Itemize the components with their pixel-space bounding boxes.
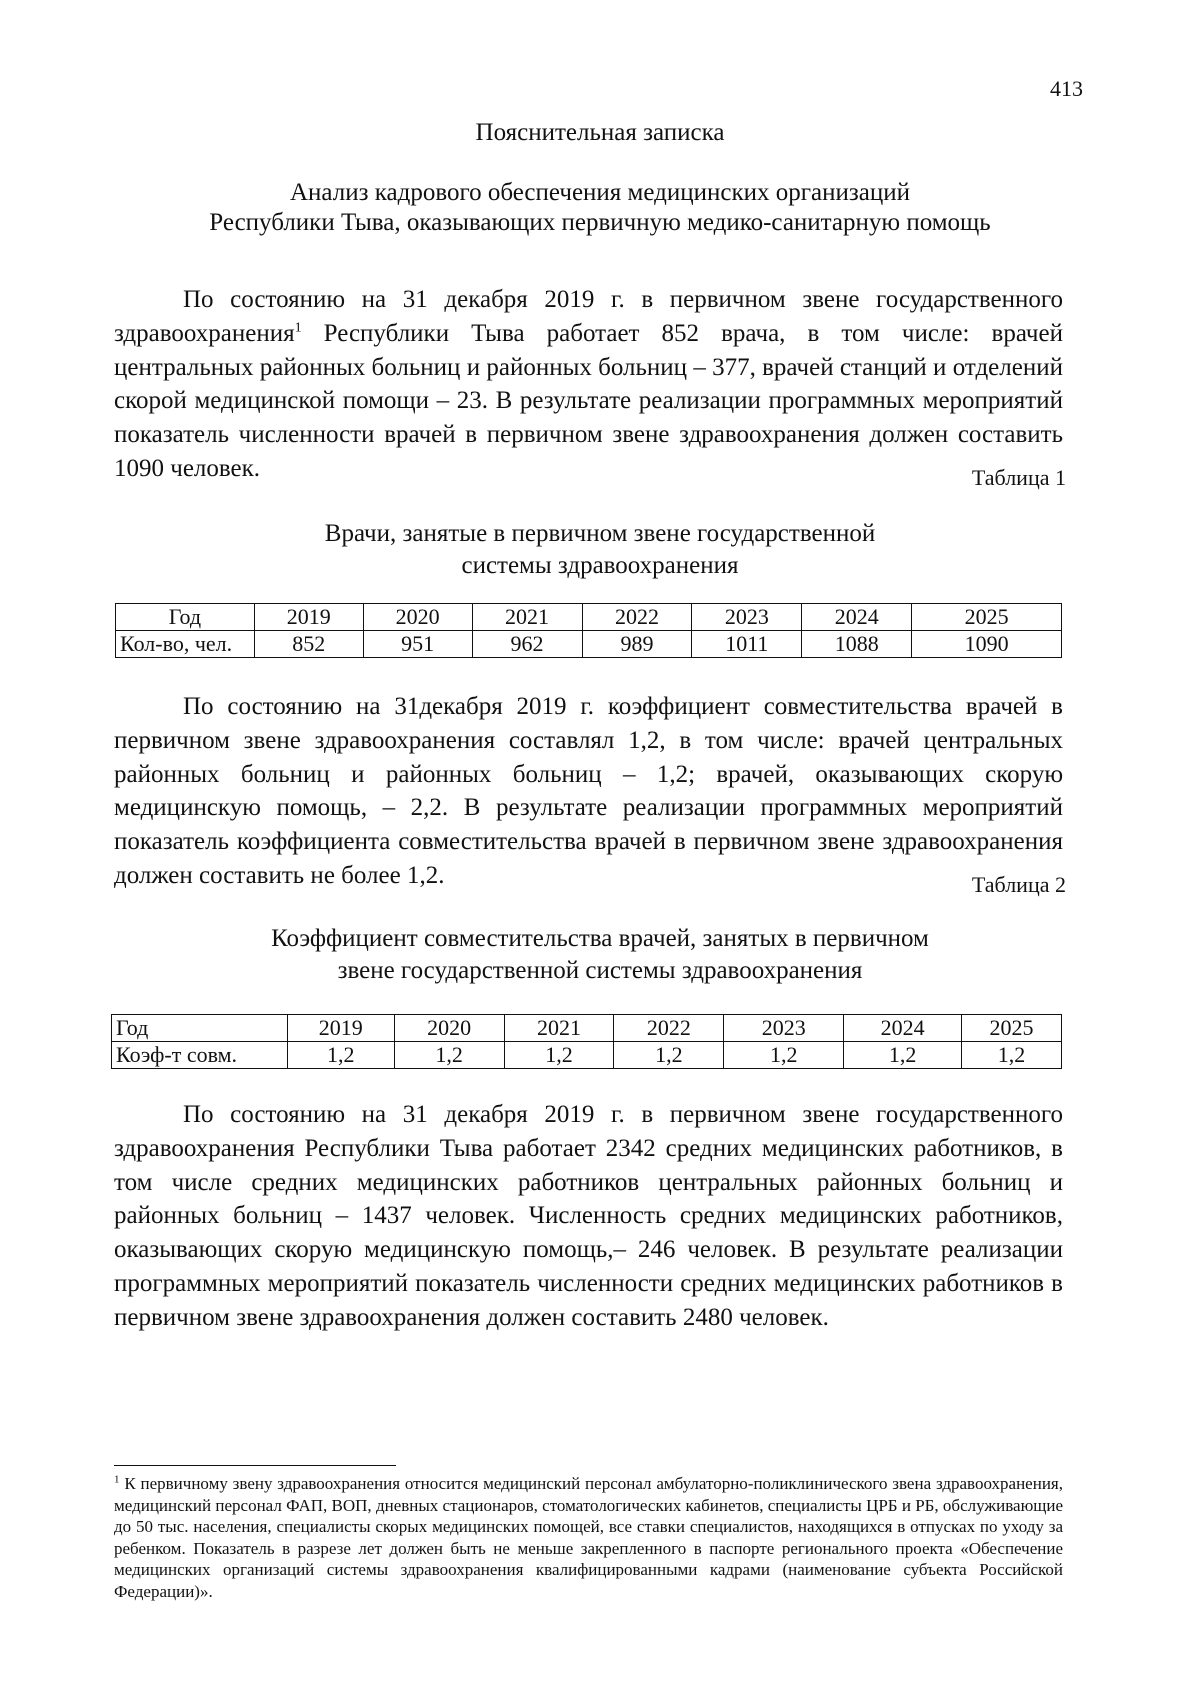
table-header-cell: 2024 [844, 1015, 962, 1042]
footnote-mark: 1 [114, 1473, 120, 1486]
table-cell: 951 [363, 631, 472, 658]
table-header-row [116, 604, 1062, 631]
table-1-label: Таблица 1 [971, 465, 1066, 490]
table-cell: 1,2 [504, 1042, 614, 1069]
table-header-cell: 2020 [394, 1015, 504, 1042]
paragraph-text: Республики Тыва работает 852 врача, в том числе: врачей центральных районных больниц и районных больниц – 377, врачей станций и отделений скорой медицинской помощи – 23. В результате реализации программных мероприятий показатель численности врачей в первичном звене здравоохранения должен составить 1090 человек. [114, 319, 1063, 482]
document-title-line-2: Республики Тыва, оказывающих первичную медико-санитарную помощь [209, 209, 991, 236]
paragraph-combination-coefficient: По состоянию на 31декабря 2019 г. коэффициент совместительства врачей в первичном звене здравоохранения составлял 1,2, в том числе: врачей центральных районных больниц и районных больниц – 1,2; врачей, оказывающих скорую медицинскую помощь, – 2,2. В результате реализации программных мероприятий показатель коэффициента совместительства врачей в первичном звене здравоохранения должен составить не более 1,2. [114, 693, 1063, 889]
table-row-label: Кол-во, чел. [116, 631, 255, 658]
table-cell: 962 [472, 631, 582, 658]
table-1-caption-line-2: системы здравоохранения [461, 552, 739, 579]
table-cell: 852 [254, 631, 363, 658]
table-cell: 1,2 [724, 1042, 844, 1069]
table-header-cell: 2023 [692, 604, 802, 631]
table-cell: 989 [582, 631, 692, 658]
table-cell: 1,2 [287, 1042, 394, 1069]
table-cell: 1,2 [614, 1042, 724, 1069]
table-cell: 1011 [692, 631, 802, 658]
table-2-caption-line-1: Коэффициент совместительства врачей, занятых в первичном [271, 925, 929, 952]
paragraph-doctors-count [114, 283, 1063, 486]
footnote-text: К первичному звену здравоохранения относится медицинский персонал амбулаторно-поликлинического звена здравоохранения, медицинский персонал ФАП, ВОП, дневных стационаров, стоматологических кабинетов, специалисты ЦРБ и РБ, обслуживающие до 50 тыс. населения, специалисты скорых медицинских помощей, все ставки специалистов, находящихся в отпусках по уходу за ребенком. Показатель в разрезе лет должен быть не меньше закрепленного в паспорте регионального проекта «Обеспечение медицинских организаций системы здравоохранения квалифицированными кадрами (наименование субъекта Российской Федерации)». [114, 1474, 1063, 1601]
table-header-row [112, 1015, 1062, 1042]
table-header-cell: Год [116, 604, 255, 631]
footnote [114, 1473, 1063, 1602]
paragraph-nurses-count: По состоянию на 31 декабря 2019 г. в первичном звене государственного здравоохранения Республики Тыва работает 2342 средних медицинских работников, в том числе средних медицинских работников центральных районных больниц и районных больниц – 1437 человек. Численность средних медицинских работников, оказывающих скорую медицинскую помощь,– 246 человек. В результате реализации программных мероприятий показатель численности средних медицинских работников в первичном звене здравоохранения должен составить 2480 человек. [114, 1101, 1063, 1331]
table-header-cell: 2022 [614, 1015, 724, 1042]
table-combination-coefficient [111, 1014, 1062, 1069]
table-2-label: Таблица 2 [971, 872, 1066, 897]
table-header-cell: 2021 [504, 1015, 614, 1042]
table-1-caption-line-1: Врачи, занятые в первичном звене государственной [324, 520, 876, 547]
table-2-caption-line-2: звене государственной системы здравоохранения [337, 957, 863, 984]
table-cell: 1088 [802, 631, 912, 658]
table-header-cell: 2022 [582, 604, 692, 631]
table-cell: 1090 [912, 631, 1062, 658]
table-header-cell: 2019 [254, 604, 363, 631]
table-header-cell: 2023 [724, 1015, 844, 1042]
table-row [112, 1042, 1062, 1069]
table-header-cell: 2025 [962, 1015, 1062, 1042]
table-doctors-count [115, 603, 1062, 658]
document-heading: Пояснительная записка [475, 119, 725, 146]
table-cell: 1,2 [962, 1042, 1062, 1069]
paragraph-text: По состоянию на 31 декабря 2019 г. в первичном звене государственного здравоохранения [114, 286, 1063, 347]
table-header-cell: 2024 [802, 604, 912, 631]
table-header-cell: 2021 [472, 604, 582, 631]
table-header-cell: 2025 [912, 604, 1062, 631]
table-header-cell: Год [112, 1015, 288, 1042]
table-row [116, 631, 1062, 658]
page-number: 413 [1050, 76, 1083, 101]
document-title-line-1: Анализ кадрового обеспечения медицинских организаций [290, 179, 910, 206]
table-cell: 1,2 [394, 1042, 504, 1069]
footnote-reference[interactable]: 1 [294, 320, 302, 336]
footnote-divider [114, 1465, 396, 1466]
table-header-cell: 2020 [363, 604, 472, 631]
table-cell: 1,2 [844, 1042, 962, 1069]
table-row-label: Коэф-т совм. [112, 1042, 288, 1069]
table-header-cell: 2019 [287, 1015, 394, 1042]
